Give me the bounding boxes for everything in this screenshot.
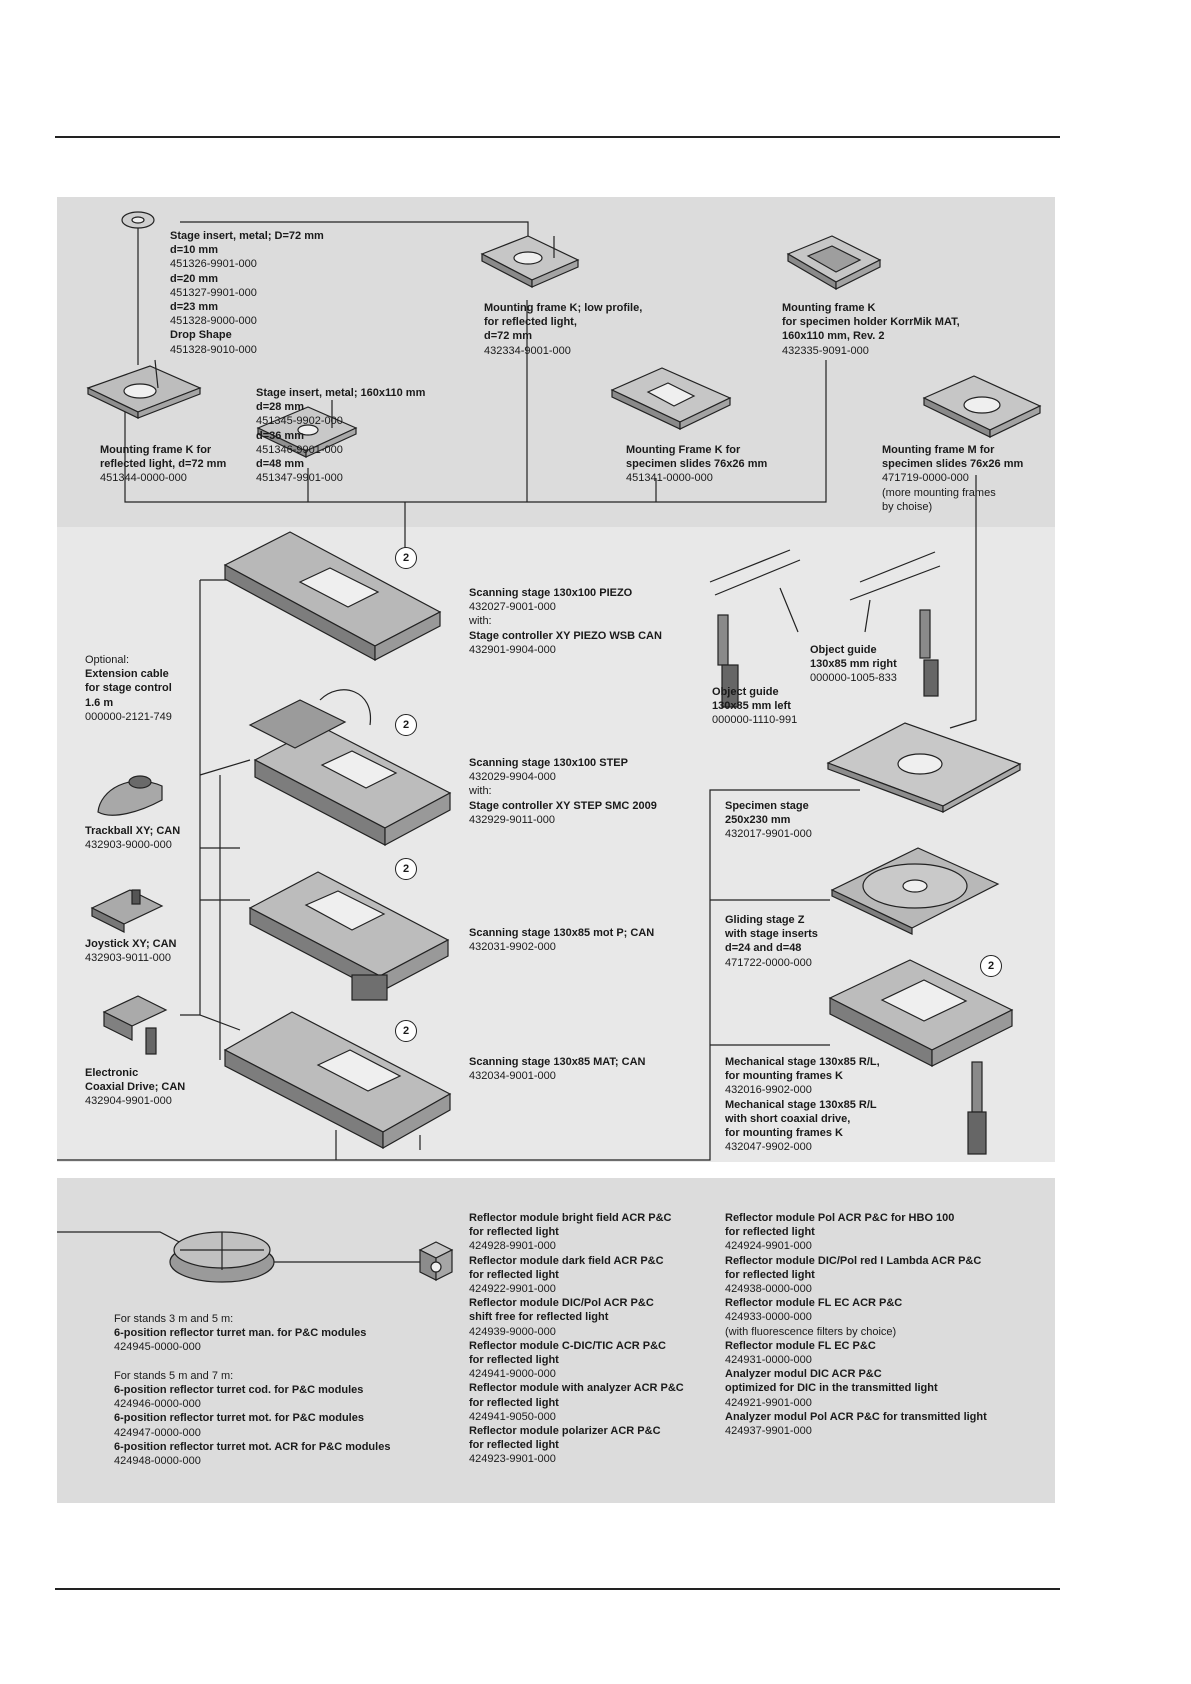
label-line: specimen slides 76x26 mm: [626, 458, 768, 471]
label-line: d=48 mm: [256, 458, 304, 471]
callout-badge: 2: [980, 955, 1002, 977]
reflector-module-cube: [420, 1242, 452, 1280]
label-line: 451344-0000-000: [100, 472, 187, 485]
label-line: 451347-9901-000: [256, 472, 343, 485]
label-line: Trackball XY; CAN: [85, 825, 181, 837]
label-line: Stage controller XY PIEZO WSB CAN: [469, 629, 662, 642]
label-object-guide-right: [810, 643, 897, 686]
label-line: 451328-9010-000: [170, 343, 257, 356]
label-line: d=24 and d=48: [725, 942, 802, 955]
label-line: 424928-9901-000: [469, 1240, 556, 1253]
label-line: 000000-1110-991: [712, 714, 798, 727]
label-reflector-turrets: [114, 1312, 390, 1468]
label-line: Analyzer modul Pol ACR P&C for transmitted light: [725, 1410, 987, 1423]
label-reflector-modules-2: [725, 1211, 987, 1438]
label-line: 424948-0000-000: [114, 1455, 201, 1468]
label-line: Mechanical stage 130x85 R/L: [725, 1098, 877, 1111]
label-line: 451328-9000-000: [170, 315, 257, 328]
label-line: (with fluorescence filters by choice): [725, 1325, 897, 1338]
label-line: Extension cable: [85, 668, 169, 681]
label-line: d=28 mm: [256, 401, 304, 414]
label-line: 160x110 mm, Rev. 2: [782, 330, 885, 343]
label-line: 432929-9011-000: [469, 813, 556, 826]
label-line: Electronic: [85, 1067, 139, 1079]
label-line: Mounting frame K; low profile,: [484, 302, 643, 314]
label-line: 432017-9901-000: [725, 828, 812, 841]
label-line: for reflected light: [725, 1268, 815, 1281]
label-gliding-stage: [725, 913, 818, 970]
label-stage-insert-160: [256, 386, 425, 485]
label-scan-mot-p: [469, 926, 654, 954]
label-line: by choise): [882, 500, 933, 513]
label-line: for stage control: [85, 682, 172, 695]
label-line: 000000-1005-833: [810, 672, 897, 685]
label-line: Mounting frame K for: [100, 444, 212, 456]
label-line: Scanning stage 130x100 PIEZO: [469, 587, 633, 599]
label-line: Mounting frame M for: [882, 444, 995, 456]
label-line: 1.6 m: [85, 696, 114, 709]
label-line: 6-position reflector turret man. for P&C modules: [114, 1327, 367, 1340]
label-line: 432027-9001-000: [469, 601, 556, 614]
label-line: for specimen holder KorrMik MAT,: [782, 316, 960, 329]
label-line: 432334-9001-000: [484, 344, 571, 357]
label-line: Scanning stage 130x85 mot P; CAN: [469, 927, 655, 939]
label-line: 424924-9901-000: [725, 1240, 812, 1253]
label-line: 424938-0000-000: [725, 1283, 812, 1296]
mounting-frame-k-slides: [612, 368, 730, 429]
label-line: Drop Shape: [170, 329, 232, 342]
label-line: 424945-0000-000: [114, 1341, 201, 1354]
label-line: Optional:: [85, 654, 130, 666]
label-line: Object guide: [810, 644, 877, 656]
label-line: d=72 mm: [484, 330, 532, 343]
label-line: Reflector module FL EC P&C: [725, 1339, 876, 1352]
label-line: Reflector module with analyzer ACR P&C: [469, 1382, 684, 1395]
mounting-frame-k-reflected: [88, 360, 200, 418]
label-line: 432031-9902-000: [469, 941, 556, 954]
label-line: Mounting frame K: [782, 302, 876, 314]
scanning-stage-mot-p: [250, 872, 448, 1000]
label-frame-m-slides: [882, 443, 1023, 514]
label-line: 432903-9011-000: [85, 952, 172, 965]
label-line: with short coaxial drive,: [725, 1112, 851, 1125]
label-line: Reflector module FL EC ACR P&C: [725, 1297, 903, 1310]
label-line: d=23 mm: [170, 301, 218, 314]
label-trackball: [85, 824, 180, 852]
label-line: 432034-9001-000: [469, 1070, 556, 1083]
label-line: Gliding stage Z: [725, 914, 805, 926]
label-object-guide-left: [712, 685, 797, 728]
label-line: 424931-0000-000: [725, 1354, 812, 1367]
label-line: (more mounting frames: [882, 486, 996, 499]
label-line: for reflected light: [469, 1396, 559, 1409]
label-line: 6-position reflector turret cod. for P&C modules: [114, 1384, 364, 1397]
label-scan-mat: [469, 1055, 645, 1083]
label-specimen-stage: [725, 799, 812, 842]
label-line: Stage controller XY STEP SMC 2009: [469, 799, 657, 812]
label-line: 451326-9901-000: [170, 258, 257, 271]
label-line: for reflected light: [469, 1268, 559, 1281]
label-line: d=36 mm: [256, 429, 304, 442]
label-line: Object guide: [712, 686, 779, 698]
label-line: 424937-9901-000: [725, 1425, 812, 1438]
label-line: Coaxial Drive; CAN: [85, 1081, 186, 1094]
label-line: Reflector module dark field ACR P&C: [469, 1254, 664, 1267]
label-line: 424923-9901-000: [469, 1453, 556, 1466]
label-line: d=10 mm: [170, 244, 218, 257]
label-scan-step: [469, 756, 657, 827]
label-line: 6-position reflector turret mot. for P&C modules: [114, 1412, 364, 1425]
label-line: 424921-9901-000: [725, 1396, 812, 1409]
label-line: 451346-9901-000: [256, 443, 343, 456]
label-line: Scanning stage 130x85 MAT; CAN: [469, 1056, 646, 1068]
trackball: [98, 776, 162, 815]
mounting-frame-m-slides: [924, 376, 1040, 437]
label-frame-k-low-profile: [484, 301, 642, 358]
scanning-stage-step: [250, 690, 450, 845]
label-line: 432904-9901-000: [85, 1095, 172, 1108]
label-line: Analyzer modul DIC ACR P&C: [725, 1368, 882, 1381]
label-line: 424941-9000-000: [469, 1368, 556, 1381]
label-line: Specimen stage: [725, 800, 809, 812]
label-line: Reflector module C-DIC/TIC ACR P&C: [469, 1339, 666, 1352]
label-line: Reflector module DIC/Pol ACR P&C: [469, 1297, 654, 1310]
mounting-frame-k-low-profile: [482, 236, 578, 287]
label-line: 130x85 mm left: [712, 700, 791, 713]
label-line: Stage insert, metal; D=72 mm: [170, 230, 324, 242]
label-line: specimen slides 76x26 mm: [882, 458, 1024, 471]
label-line: Mechanical stage 130x85 R/L,: [725, 1056, 880, 1068]
label-frame-k-reflected: [100, 443, 226, 486]
label-line: Mounting Frame K for: [626, 444, 741, 456]
label-mechanical-stage: [725, 1055, 880, 1154]
label-line: for reflected light: [469, 1439, 559, 1452]
label-line: 6-position reflector turret mot. ACR for P&C modules: [114, 1440, 391, 1453]
label-line: 471719-0000-000: [882, 472, 969, 485]
label-frame-k-slides: [626, 443, 767, 486]
joystick: [92, 890, 162, 932]
label-extension-cable: [85, 653, 172, 724]
label-line: For stands 3 m and 5 m:: [114, 1313, 234, 1325]
label-line: 451327-9901-000: [170, 286, 257, 299]
label-line: 432047-9902-000: [725, 1141, 812, 1154]
label-line: 451341-0000-000: [626, 472, 713, 485]
label-line: Joystick XY; CAN: [85, 938, 177, 950]
label-line: Stage insert, metal; 160x110 mm: [256, 387, 426, 399]
label-line: Reflector module polarizer ACR P&C: [469, 1425, 661, 1438]
mounting-frame-k-korrmik: [788, 236, 880, 289]
label-line: Scanning stage 130x100 STEP: [469, 757, 628, 769]
label-line: 000000-2121-749: [85, 710, 172, 723]
label-line: shift free for reflected light: [469, 1311, 609, 1324]
label-reflector-modules-1: [469, 1211, 684, 1467]
callout-badge: 2: [395, 858, 417, 880]
label-line: [114, 1355, 390, 1369]
label-line: Reflector module Pol ACR P&C for HBO 100: [725, 1212, 955, 1224]
label-line: for reflected light: [469, 1354, 559, 1367]
label-line: For stands 5 m and 7 m:: [114, 1369, 234, 1382]
label-stage-insert-72: [170, 229, 324, 357]
label-line: reflected light, d=72 mm: [100, 458, 227, 471]
label-line: 424939-9000-000: [469, 1325, 556, 1338]
label-line: 424933-0000-000: [725, 1311, 812, 1324]
label-scan-piezo: [469, 586, 662, 657]
callout-badge: 2: [395, 714, 417, 736]
callout-badge: 2: [395, 1020, 417, 1042]
label-line: with:: [469, 785, 492, 798]
label-line: d=20 mm: [170, 272, 218, 285]
label-line: with:: [469, 615, 492, 628]
label-line: 471722-0000-000: [725, 956, 812, 969]
reflector-turret: [170, 1232, 274, 1282]
electronic-coaxial-drive: [104, 996, 166, 1054]
label-line: for reflected light: [469, 1226, 559, 1239]
specimen-stage-plate: [828, 723, 1020, 812]
label-line: 424946-0000-000: [114, 1398, 201, 1411]
label-line: for reflected light,: [484, 316, 577, 329]
label-line: for mounting frames K: [725, 1127, 843, 1140]
label-line: with stage inserts: [725, 928, 818, 941]
label-line: optimized for DIC in the transmitted light: [725, 1382, 938, 1395]
label-line: 424941-9050-000: [469, 1410, 556, 1423]
label-line: Reflector module DIC/Pol red I Lambda ACR P&C: [725, 1254, 982, 1267]
label-line: 432016-9902-000: [725, 1084, 812, 1097]
label-line: Reflector module bright field ACR P&C: [469, 1212, 672, 1224]
callout-badge: 2: [395, 547, 417, 569]
label-line: for reflected light: [725, 1226, 815, 1239]
label-frame-k-korrmik: [782, 301, 960, 358]
label-coaxial-drive: [85, 1066, 185, 1109]
label-line: 451345-9902-000: [256, 415, 343, 428]
label-line: 432903-9000-000: [85, 839, 172, 852]
label-line: 432335-9091-000: [782, 344, 869, 357]
label-line: 424922-9901-000: [469, 1283, 556, 1296]
label-line: for mounting frames K: [725, 1070, 843, 1083]
label-line: 432029-9904-000: [469, 771, 556, 784]
gliding-stage-z: [832, 848, 998, 934]
label-line: 250x230 mm: [725, 814, 791, 827]
stage-insert-round-disk: [122, 212, 154, 228]
label-line: 432901-9904-000: [469, 643, 556, 656]
label-line: 130x85 mm right: [810, 658, 897, 671]
label-joystick: [85, 937, 177, 965]
label-line: 424947-0000-000: [114, 1426, 201, 1439]
